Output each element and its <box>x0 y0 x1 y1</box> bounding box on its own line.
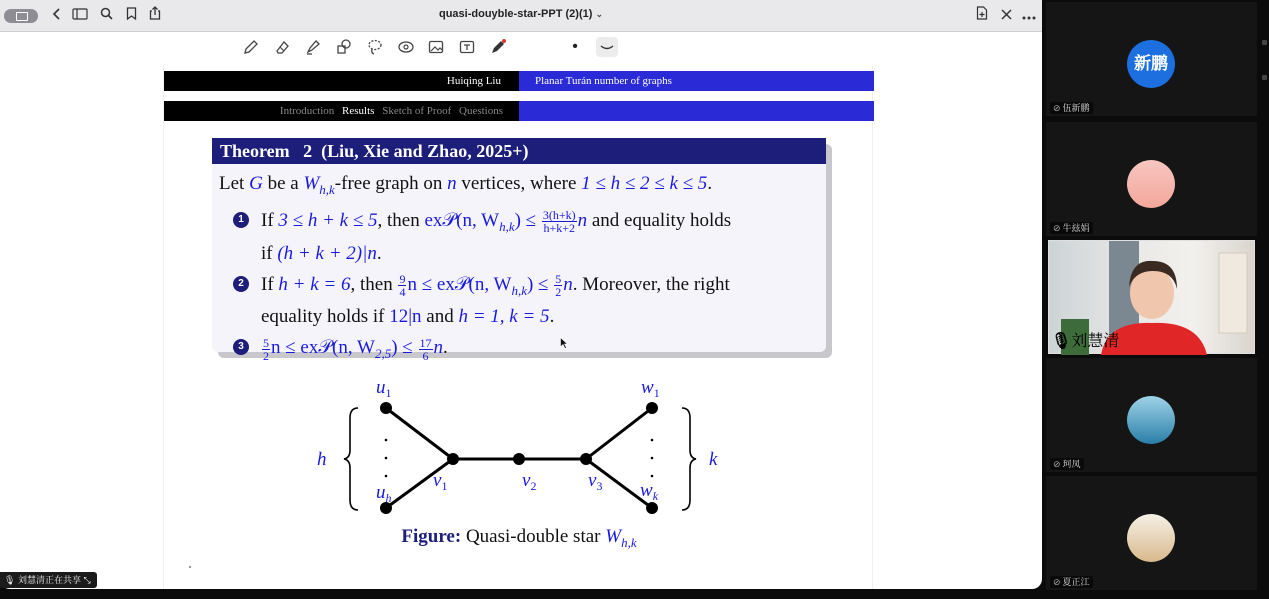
mic-muted-icon: ⊘ <box>1053 459 1061 469</box>
item-number-badge: 2 <box>233 276 249 292</box>
item-text: . <box>443 337 448 359</box>
dot <box>651 439 654 442</box>
fraction-numerator: 17 <box>419 335 432 350</box>
intro-text: -free graph on <box>334 173 448 194</box>
nav-sketch-of-proof[interactable]: Sketch of Proof <box>382 105 452 117</box>
close-icon[interactable] <box>998 6 1014 26</box>
figure-vertices <box>380 402 658 514</box>
vertex-v1 <box>447 453 459 465</box>
item-math: n <box>563 273 573 295</box>
label-w1 <box>641 377 660 400</box>
intro-graph: G <box>249 173 263 194</box>
item-text: . <box>376 242 382 264</box>
theorem-box <box>212 138 826 363</box>
scroll-strip <box>1260 0 1269 599</box>
item-number-badge: 1 <box>233 212 249 228</box>
item-math-sub: h,k <box>499 218 515 234</box>
fraction-denominator: 2 <box>263 348 269 363</box>
nav-questions[interactable]: Questions <box>459 105 503 117</box>
participant-tile[interactable] <box>1046 122 1257 236</box>
label-v2-base: v <box>522 470 531 491</box>
fraction-denominator: h+k+2 <box>543 220 576 235</box>
mouse-cursor-icon <box>560 337 568 349</box>
label-w1-sub: 1 <box>653 386 660 400</box>
label-wk-base: w <box>640 480 653 501</box>
caption-math-sub: h,k <box>621 534 637 550</box>
fraction <box>262 337 270 362</box>
stroke-size-icon[interactable]: • <box>572 38 578 55</box>
highlighter-icon[interactable] <box>302 36 324 58</box>
participant-name <box>1050 102 1093 114</box>
participant-name-text: 刘慧清 <box>1071 333 1120 350</box>
item-text: and equality holds <box>587 209 732 231</box>
participant-name-text: 牛玆娟 <box>1062 223 1090 233</box>
strip-mark <box>1262 40 1267 45</box>
item-math: n <box>577 209 588 231</box>
strip-mark <box>1262 75 1267 80</box>
eraser-icon[interactable] <box>271 36 293 58</box>
mic-muted-icon: ⊘ <box>1053 577 1061 587</box>
talk-title: Planar Turán number of graphs <box>519 71 874 91</box>
annotation-toolbar <box>0 32 1042 66</box>
avatar: 新鹏 <box>1127 40 1175 88</box>
slide-header <box>164 71 874 91</box>
author-name: Huiqing Liu <box>164 71 519 91</box>
mic-on-icon: 🎙 <box>1051 333 1072 350</box>
avatar <box>1127 396 1175 444</box>
vertex-v2 <box>513 453 525 465</box>
vertex-v3 <box>580 453 592 465</box>
intro-n: n <box>447 173 457 194</box>
label-u1-base: u <box>376 377 386 398</box>
intro-w: W <box>303 173 320 194</box>
label-wk <box>640 480 659 503</box>
participant-name <box>1050 222 1093 234</box>
label-w1-base: w <box>641 377 654 398</box>
fraction <box>542 209 577 234</box>
participant-name <box>1051 328 1119 351</box>
add-page-icon[interactable] <box>974 6 990 26</box>
dot <box>385 439 388 442</box>
item-math: ) ≤ <box>526 273 549 295</box>
intro-text: . <box>707 173 713 194</box>
participant-name <box>1050 576 1093 588</box>
section-nav <box>164 101 874 121</box>
fraction-denominator: 2 <box>555 284 562 299</box>
participant-name-text: 伍新鹏 <box>1062 103 1090 113</box>
label-wk-sub: k <box>652 489 659 503</box>
intro-text: be a <box>262 173 304 194</box>
section-nav-bar <box>519 101 874 121</box>
item-math-sub: h,k <box>511 282 527 298</box>
label-v1-sub: 1 <box>441 479 448 493</box>
more-icon[interactable] <box>1020 6 1038 26</box>
fraction-denominator: 6 <box>422 348 429 363</box>
item-math: n <box>433 337 443 359</box>
label-v2 <box>522 470 536 493</box>
item-math: ) ≤ <box>514 209 537 231</box>
item-math: (h + k + 2)|n <box>277 242 377 264</box>
item-math: h = 1, k = 5 <box>458 306 550 328</box>
label-u1-sub: 1 <box>385 386 392 400</box>
theorem-body <box>212 164 826 367</box>
right-brace <box>682 408 696 510</box>
item-text: equality holds if <box>261 306 390 328</box>
item-text: If <box>261 273 279 295</box>
theorem-item-1 <box>219 207 818 267</box>
section-nav-items <box>164 101 519 121</box>
participant-name <box>1050 458 1084 470</box>
theorem-heading: Theorem 2 (Liu, Xie and Zhao, 2025+) <box>212 138 826 164</box>
page-speck <box>189 566 191 568</box>
fraction <box>554 273 562 298</box>
participant-tile[interactable] <box>1046 2 1257 116</box>
intro-condition: 1 ≤ h ≤ 2 ≤ k ≤ 5 <box>581 173 708 194</box>
fraction-numerator: 5 <box>263 335 269 350</box>
mic-muted-icon: ⊘ <box>1053 103 1061 113</box>
label-v1-base: v <box>433 470 442 491</box>
fraction <box>398 273 406 298</box>
pen-icon[interactable] <box>240 36 262 58</box>
theorem-intro <box>219 170 818 203</box>
item-text: , then <box>377 209 425 231</box>
avatar <box>1127 160 1175 208</box>
slide-page <box>163 66 873 589</box>
screen-share-banner[interactable] <box>0 572 97 588</box>
label-v3 <box>588 470 602 493</box>
label-v3-sub: 3 <box>596 479 603 493</box>
item-text: . Moreover, the right <box>572 273 730 295</box>
stroke-style-icon[interactable] <box>596 37 618 57</box>
laser-pen-icon[interactable] <box>487 36 509 58</box>
edge-v3-w1 <box>586 408 652 459</box>
theorem-item-2 <box>219 271 818 331</box>
stamp-icon[interactable] <box>395 36 417 58</box>
label-uh-sub: h <box>385 491 392 505</box>
item-text: . <box>549 306 555 328</box>
label-h: h <box>317 449 327 470</box>
fraction-numerator: 5 <box>555 271 562 286</box>
item-text: If <box>261 209 279 231</box>
participant-video[interactable] <box>1048 240 1255 354</box>
lasso-icon[interactable] <box>364 36 386 58</box>
document-title[interactable] <box>0 8 1042 20</box>
left-brace <box>344 408 358 510</box>
item-text: if <box>261 242 278 264</box>
caption-label: Figure: <box>401 526 462 547</box>
label-v2-sub: 2 <box>530 479 537 493</box>
figure-caption <box>164 526 874 551</box>
microphone-icon: 🎙 <box>4 575 16 585</box>
label-uh <box>376 482 392 505</box>
label-v3-base: v <box>588 470 597 491</box>
dot <box>651 457 654 460</box>
caption-text: Quasi-double star <box>461 526 606 547</box>
item-math: 3 ≤ h + k ≤ 5 <box>278 209 378 231</box>
vertex-w1 <box>646 402 658 414</box>
fraction <box>419 337 433 362</box>
caption-math: W <box>605 526 622 547</box>
fraction-numerator: 9 <box>399 271 406 286</box>
intro-text: Let <box>219 173 250 194</box>
dot <box>385 475 388 478</box>
item-math: ) ≤ <box>391 337 413 359</box>
item-text: and <box>421 306 459 328</box>
document-title-text: quasi-douyble-star-PPT (2)(1) <box>438 8 593 20</box>
image-icon[interactable] <box>425 36 447 58</box>
item-math: 12|n <box>389 306 422 328</box>
item-math-sub: 2,5 <box>374 346 392 362</box>
label-u1 <box>376 377 392 400</box>
participant-name-text: 珂凤 <box>1062 459 1081 469</box>
fraction-denominator: 4 <box>399 284 406 299</box>
mic-muted-icon: ⊘ <box>1053 223 1061 233</box>
screen-share-text: 刘慧清正在共享 ⤡ <box>17 575 91 585</box>
item-math: ex𝒫(n, W <box>424 209 500 231</box>
dot <box>651 475 654 478</box>
label-uh-base: u <box>376 482 386 503</box>
item-math: n ≤ ex𝒫(n, W <box>271 337 375 359</box>
fraction-numerator: 3(h+k) <box>542 207 576 222</box>
nav-introduction[interactable]: Introduction <box>279 105 335 117</box>
intro-w-sub: h,k <box>319 181 335 197</box>
title-bar <box>0 0 1042 32</box>
theorem-item-3 <box>219 334 818 367</box>
title-chevron-icon: ⌄ <box>595 9 603 19</box>
vertex-u1 <box>380 402 392 414</box>
theorem-block <box>212 138 826 363</box>
shapes-icon[interactable] <box>333 36 355 58</box>
figure-labels <box>317 377 718 505</box>
item-text: , then <box>350 273 398 295</box>
item-number-badge: 3 <box>233 339 249 355</box>
avatar <box>1127 514 1175 562</box>
text-icon[interactable] <box>456 36 478 58</box>
dot <box>385 457 388 460</box>
nav-results[interactable]: Results <box>342 105 375 117</box>
participants-panel <box>1046 0 1257 599</box>
participant-tile[interactable] <box>1046 358 1257 472</box>
participant-tile[interactable] <box>1046 476 1257 590</box>
label-v1 <box>433 470 447 493</box>
edge-u1-v1 <box>386 408 453 459</box>
intro-text: vertices, where <box>456 173 582 194</box>
item-math: h + k = 6 <box>278 273 351 295</box>
participant-name-text: 夏正江 <box>1062 577 1090 587</box>
item-math: n ≤ ex𝒫(n, W <box>407 273 512 295</box>
vertex-wk <box>646 502 658 514</box>
label-k: k <box>709 449 718 470</box>
